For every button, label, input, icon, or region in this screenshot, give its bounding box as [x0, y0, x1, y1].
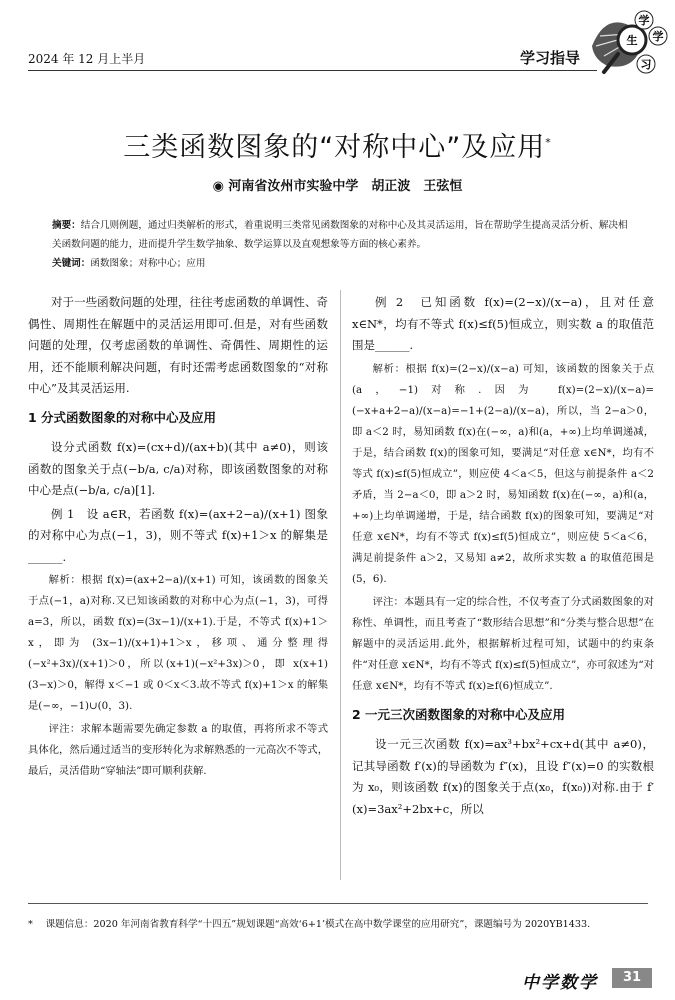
keywords-text: 函数图象；对称中心；应用 — [90, 258, 206, 269]
title-footnote-mark: * — [545, 136, 552, 149]
example-2-note: 评注：本题具有一定的综合性，不仅考查了分式函数图象的对称性、单调性，而且考查了“数形结合思想”和“分类与整合思想”在解题中的灵活运用.此外，根据解析过程可知，试题中的约束条件“对任意 x∈N*，均有不等式 f(x)≤f(5)恒成立”，亦可叙述为“对任意 x∈N*，均有不等式 f(x)≥f(6)恒成立”. — [352, 595, 654, 692]
column-name: 学习指导 — [520, 49, 581, 67]
footnote-rule — [28, 903, 648, 904]
example-1-solution: 解析：根据 f(x)=(ax+2−a)/(x+1) 可知，该函数的图象关于点(−1，a)对称.又已知该函数的对称中心为点(−1，3)，可得 a=3，所以，函数 f(x)=(3x−1)/(x+1).于是，不等式 f(x)+1＞x，即为 (3x−1)/(x+1)+1＞x，移项、通分整理得 (−x²+3x)/(x+1)＞0，所以(x+1)(−x²+3x)＞0，即 x(x+1)(3−x)＞0，解得 x＜−1 或 0＜x＜3.故不等式 f(x)+1＞x 的解集是(−∞，−1)∪(0，3). — [28, 574, 328, 712]
article-title — [0, 125, 675, 164]
journal-brand: 中学数学 — [522, 973, 598, 993]
footnote — [28, 916, 648, 933]
logo-char-1: 学 — [638, 14, 650, 27]
logo-char-2: 生 — [626, 34, 638, 47]
section-1-paragraph: 设分式函数 f(x)=(cx+d)/(ax+b)(其中 a≠0)，则该函数的图象关于点(−b/a, c/a)对称，即该函数图象的对称中心是点(−b/a, c/a)[1]. — [28, 440, 328, 497]
authors: ◉ 河南省汝州市实验中学 胡正波 王弦恒 — [212, 179, 463, 194]
title-text: 三类函数图象的“对称中心”及应用 — [123, 132, 546, 163]
section-2-heading: 2 一元三次函数图象的对称中心及应用 — [352, 706, 566, 722]
abstract-block — [52, 216, 634, 273]
abstract-label: 摘要： — [52, 220, 81, 231]
example-2-solution: 解析：根据 f(x)=(2−x)/(x−a) 可知，该函数的图象关于点(a，−1)对称.因为 f(x)=(2−x)/(x−a)=(−x+a+2−a)/(x−a)=−1+(2−a)/(x−a)，所以，当 2−a＞0，即 a＜2 时，易知函数 f(x)在(−∞，a)和(a，+∞)上均单调递减，于是，结合函数 f(x)的图象可知，要满足“对任意 x∈N*，均有不等式 f(x)≤f(5)恒成立”，则应使 4＜a＜5，但这与前提条件 a＜2 矛盾，当 2−a＜0，即 a＞2 时，易知函数 f(x)在(−∞，a)和(a，+∞)上均单调递增，于是，结合函数 f(x)的图象可知，要满足“对任意 x∈N*，均有不等式 f(x)≤f(5)恒成立”，则应使 5＜a＜6，满足前提条件 a＞2，又易知 a≠2，故所求实数 a 的取值范围是(5，6). — [352, 362, 654, 585]
logo-char-4: 习 — [640, 58, 652, 71]
header-rule — [28, 70, 597, 71]
keywords — [52, 254, 634, 273]
section-1-heading: 1 分式函数图象的对称中心及应用 — [28, 409, 217, 425]
section-2-paragraph: 设一元三次函数 f(x)=ax³+bx²+cx+d(其中 a≠0)，记其导函数 f′(x)的导函数为 f″(x)，且设 f″(x)=0 的实数根为 x₀，则该函数 f(x)的图象关于点(x₀，f(x₀))对称.由于 f′(x)=3ax²+2bx+c，所以 — [352, 737, 654, 816]
right-column — [352, 292, 654, 822]
abstract-text: 结合几则例题，通过归类解析的形式，着重说明三类常见函数图象的对称中心及其灵活运用，旨在帮助学生提高灵活分析、解决相关函数问题的能力，进而提升学生数学抽象、数学运算以及直观想象等方面的核心素养。 — [52, 220, 628, 250]
abstract — [52, 216, 634, 254]
left-column — [28, 292, 328, 784]
column-divider — [340, 290, 341, 880]
keywords-label: 关键词： — [52, 258, 91, 269]
page-number: 31 — [612, 968, 652, 988]
intro-paragraph: 对于一些函数问题的处理，往往考虑函数的单调性、奇偶性、周期性在解题中的灵活运用即可.但是，对有些函数问题的处理，仅考虑函数的单调性、奇偶性、周期性的运用，还不能顺利解决问题，有时还需考虑函数图象的“对称中心”及其灵活运用. — [28, 295, 328, 395]
example-1-note: 评注：求解本题需要先确定参数 a 的取值，再将所求不等式具体化，然后通过适当的变形转化为求解熟悉的一元高次不等式，最后，灵活借助“穿轴法”即可顺利获解. — [28, 723, 328, 777]
magnifier-leaf-logo — [582, 6, 670, 80]
logo-char-3: 学 — [652, 30, 664, 43]
footnote-text: * 课题信息：2020 年河南省教育科学“十四五”规划课题“高效‘6+1’模式在高中数学课堂的应用研究”，课题编号为 2020YB1433. — [28, 919, 591, 930]
issue-date: 2024 年 12 月上半月 — [28, 52, 146, 66]
example-2: 例 2 已知函数 f(x)=(2−x)/(x−a)，且对任意 x∈N*，均有不等式 f(x)≤f(5)恒成立，则实数 a 的取值范围是______. — [352, 295, 654, 352]
example-1: 例 1 设 a∈R，若函数 f(x)=(ax+2−a)/(x+1) 图象的对称中心为点(−1，3)，则不等式 f(x)+1＞x 的解集是______. — [28, 506, 328, 564]
